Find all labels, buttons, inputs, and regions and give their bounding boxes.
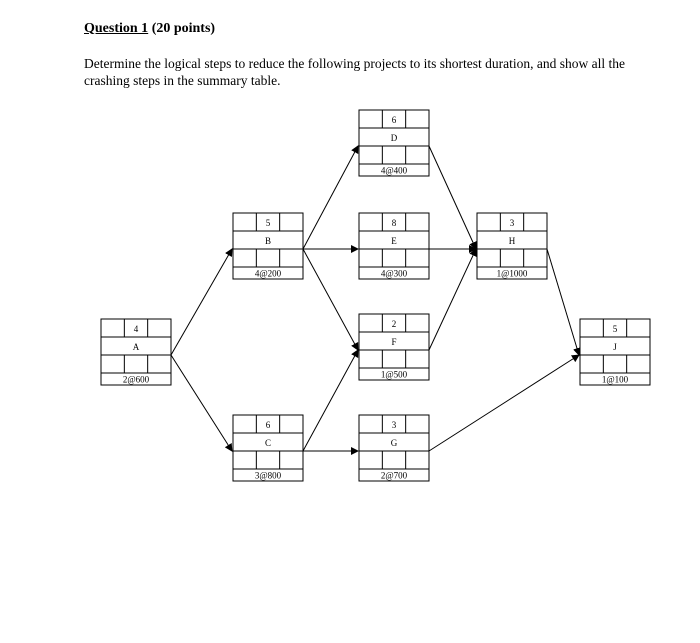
edge-g-j <box>429 355 579 451</box>
activity-node-c <box>233 415 303 481</box>
activity-node-j <box>580 319 650 385</box>
node-crash-info: 4@300 <box>380 268 408 279</box>
activity-node-b <box>233 213 303 279</box>
node-crash-info: 2@700 <box>380 470 408 481</box>
activity-node-d <box>359 110 429 176</box>
node-duration: 3 <box>509 218 515 228</box>
node-label: J <box>613 342 617 352</box>
node-crash-info: 3@800 <box>254 470 282 481</box>
edge-d-h <box>429 146 476 249</box>
activity-node-g <box>359 415 429 481</box>
edge-c-f <box>303 350 358 451</box>
question-points: (20 points) <box>151 21 216 36</box>
question-label: Question 1 <box>84 21 149 36</box>
node-duration: 8 <box>391 218 397 228</box>
node-crash-info: 4@200 <box>254 268 282 279</box>
activity-node-e <box>359 213 429 279</box>
node-label: H <box>508 236 516 246</box>
edge-a-b <box>171 249 232 355</box>
node-duration: 4 <box>133 324 139 334</box>
question-instructions: Determine the logical steps to reduce the following projects to its shortest duration, and show all the crashing steps in the summary table. <box>84 56 625 88</box>
activity-node-a <box>101 319 171 385</box>
node-label: E <box>391 236 397 246</box>
edge-b-d <box>303 146 358 249</box>
edge-f-h <box>429 249 476 350</box>
node-label: C <box>264 438 272 448</box>
edge-a-c <box>171 355 232 451</box>
edge-h-j <box>547 249 579 355</box>
activity-node-f <box>359 314 429 380</box>
node-duration: 6 <box>391 115 397 125</box>
node-crash-info: 1@500 <box>380 369 408 380</box>
node-duration: 3 <box>391 420 397 430</box>
node-duration: 2 <box>391 319 397 329</box>
node-duration: 5 <box>612 324 618 334</box>
node-duration: 6 <box>265 420 271 430</box>
node-crash-info: 1@1000 <box>496 268 528 279</box>
node-label: F <box>391 337 397 347</box>
node-crash-info: 1@100 <box>601 374 629 385</box>
node-crash-info: 4@400 <box>380 165 408 176</box>
node-label: A <box>132 342 140 352</box>
network-nodes <box>101 110 650 481</box>
node-label: B <box>264 236 272 246</box>
activity-node-h <box>477 213 547 279</box>
edge-b-f <box>303 249 358 350</box>
node-duration: 5 <box>265 218 271 228</box>
node-crash-info: 2@600 <box>122 374 150 385</box>
node-label: G <box>390 438 398 448</box>
node-label: D <box>390 133 398 143</box>
network-edges <box>171 146 579 451</box>
